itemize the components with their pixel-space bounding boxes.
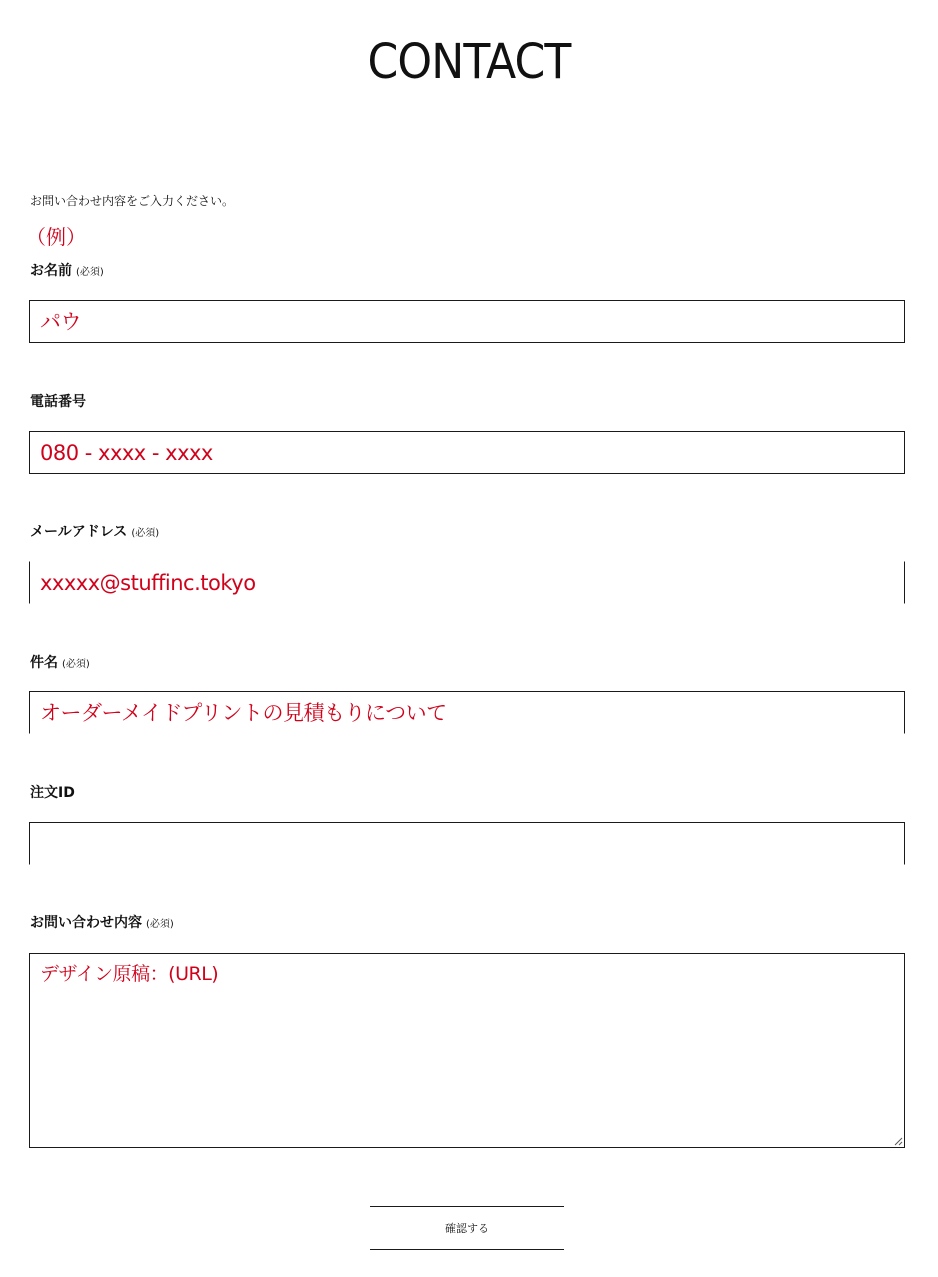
email-label-text: メールアドレス <box>30 524 128 540</box>
email-input[interactable] <box>29 561 905 604</box>
phone-label <box>30 393 86 411</box>
order-id-label <box>30 784 75 802</box>
confirm-button[interactable]: 確認する <box>370 1206 564 1250</box>
required-mark: (必須) <box>62 659 90 670</box>
order-id-label-text: 注文ID <box>30 785 75 801</box>
phone-input-value: 080 - xxxx - xxxx <box>40 441 213 465</box>
subject-label-text: 件名 <box>30 655 58 671</box>
name-input[interactable] <box>29 300 905 343</box>
name-label <box>30 262 104 282</box>
message-textarea-value: デザイン原稿：(URL) <box>40 963 219 985</box>
required-mark: (必須) <box>131 528 160 539</box>
name-input-value: パウ <box>40 310 81 334</box>
page-title: CONTACT <box>367 34 571 90</box>
phone-input[interactable] <box>29 431 905 474</box>
example-tag: （例） <box>26 225 86 249</box>
name-label-text: お名前 <box>30 263 72 279</box>
message-label-text: お問い合わせ内容 <box>30 915 142 931</box>
subject-input-value: オーダーメイドプリントの見積もりについて <box>40 701 447 725</box>
subject-input[interactable] <box>29 691 905 734</box>
phone-label-text: 電話番号 <box>30 394 86 410</box>
intro-text: お問い合わせ内容をご入力ください。 <box>30 194 235 208</box>
resize-grip-icon[interactable] <box>893 1136 903 1146</box>
message-textarea[interactable] <box>29 953 905 1148</box>
email-input-value: xxxxx@stuffinc.tokyo <box>40 571 256 595</box>
required-mark: (必須) <box>76 267 104 278</box>
subject-label <box>30 654 90 674</box>
required-mark: (必須) <box>146 919 174 930</box>
message-label <box>30 914 174 934</box>
email-label <box>30 523 159 543</box>
order-id-input[interactable] <box>29 822 905 865</box>
